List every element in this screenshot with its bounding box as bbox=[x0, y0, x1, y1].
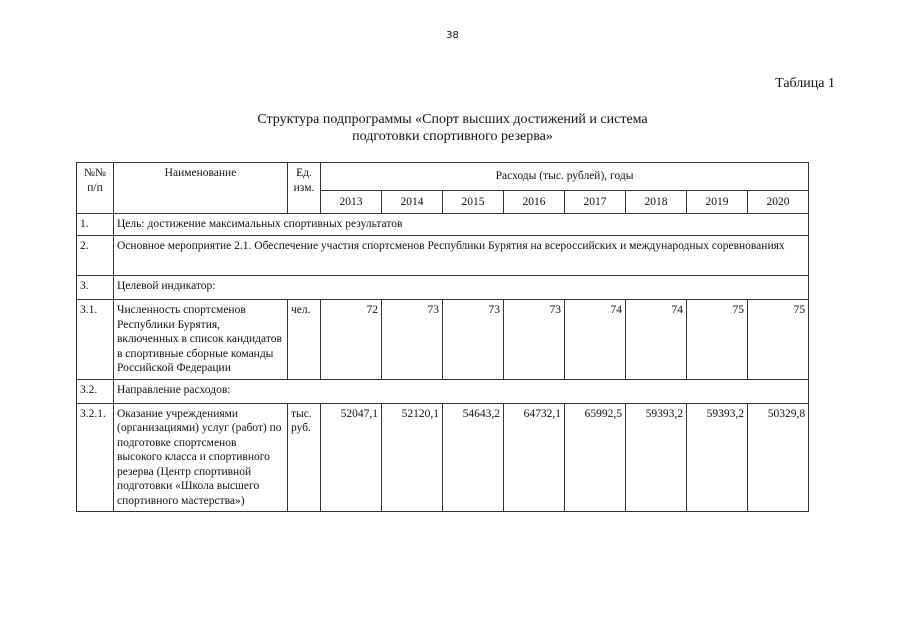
row-unit: чел. bbox=[288, 300, 321, 380]
value-cell: 75 bbox=[748, 300, 809, 380]
header-year: 2020 bbox=[748, 190, 809, 214]
header-year: 2013 bbox=[321, 190, 382, 214]
header-year: 2016 bbox=[504, 190, 565, 214]
header-year: 2017 bbox=[565, 190, 626, 214]
table-label: Таблица 1 bbox=[775, 76, 835, 91]
row-text: Основное мероприятие 2.1. Обеспечение участия спортсменов Республики Бурятия на всероссийских и международных соревнованиях bbox=[114, 236, 809, 276]
table-row bbox=[77, 236, 809, 276]
value-cell: 75 bbox=[687, 300, 748, 380]
row-text: Направление расходов: bbox=[114, 379, 809, 403]
row-num: 3.1. bbox=[77, 300, 114, 380]
table-row bbox=[77, 276, 809, 300]
value-cell: 64732,1 bbox=[504, 403, 565, 512]
table-row bbox=[77, 379, 809, 403]
value-cell: 65992,5 bbox=[565, 403, 626, 512]
value-cell: 73 bbox=[443, 300, 504, 380]
table-row bbox=[77, 300, 809, 380]
value-cell: 74 bbox=[565, 300, 626, 380]
row-text: Целевой индикатор: bbox=[114, 276, 809, 300]
row-num: 3.2.1. bbox=[77, 403, 114, 512]
page-number: 38 bbox=[446, 30, 459, 41]
table-row bbox=[77, 214, 809, 236]
title-line-1: Структура подпрограммы «Спорт высших достижений и система bbox=[257, 112, 648, 127]
row-num: 1. bbox=[77, 214, 114, 236]
header-year: 2019 bbox=[687, 190, 748, 214]
title-line-2: подготовки спортивного резерва» bbox=[352, 129, 553, 144]
row-unit: тыс. руб. bbox=[288, 403, 321, 512]
row-name: Численность спортсменов Республики Бурятия, включенных в список кандидатов в спортивные сборные команды Российской Федерации bbox=[114, 300, 288, 380]
value-cell: 72 bbox=[321, 300, 382, 380]
row-text: Цель: достижение максимальных спортивных результатов bbox=[114, 214, 809, 236]
value-cell: 52120,1 bbox=[382, 403, 443, 512]
row-num: 3. bbox=[77, 276, 114, 300]
header-year: 2018 bbox=[626, 190, 687, 214]
header-year: 2015 bbox=[443, 190, 504, 214]
value-cell: 59393,2 bbox=[687, 403, 748, 512]
header-year: 2014 bbox=[382, 190, 443, 214]
value-cell: 59393,2 bbox=[626, 403, 687, 512]
header-expenses: Расходы (тыс. рублей), годы bbox=[321, 163, 809, 191]
value-cell: 74 bbox=[626, 300, 687, 380]
row-num: 3.2. bbox=[77, 379, 114, 403]
value-cell: 52047,1 bbox=[321, 403, 382, 512]
table-row bbox=[77, 403, 809, 512]
value-cell: 73 bbox=[504, 300, 565, 380]
value-cell: 54643,2 bbox=[443, 403, 504, 512]
row-name: Оказание учреждениями (организациями) услуг (работ) по подготовке спортсменов высокого класса и спортивного резерва (Центр спортивной подготовки «Школа высшего спортивного мастерства») bbox=[114, 403, 288, 512]
value-cell: 73 bbox=[382, 300, 443, 380]
expenses-table bbox=[76, 162, 809, 512]
header-num: №№ п/п bbox=[77, 163, 114, 214]
header-name: Наименование bbox=[114, 163, 288, 214]
document-title bbox=[0, 111, 905, 145]
header-row bbox=[77, 163, 809, 191]
value-cell: 50329,8 bbox=[748, 403, 809, 512]
row-num: 2. bbox=[77, 236, 114, 276]
header-unit: Ед. изм. bbox=[288, 163, 321, 214]
